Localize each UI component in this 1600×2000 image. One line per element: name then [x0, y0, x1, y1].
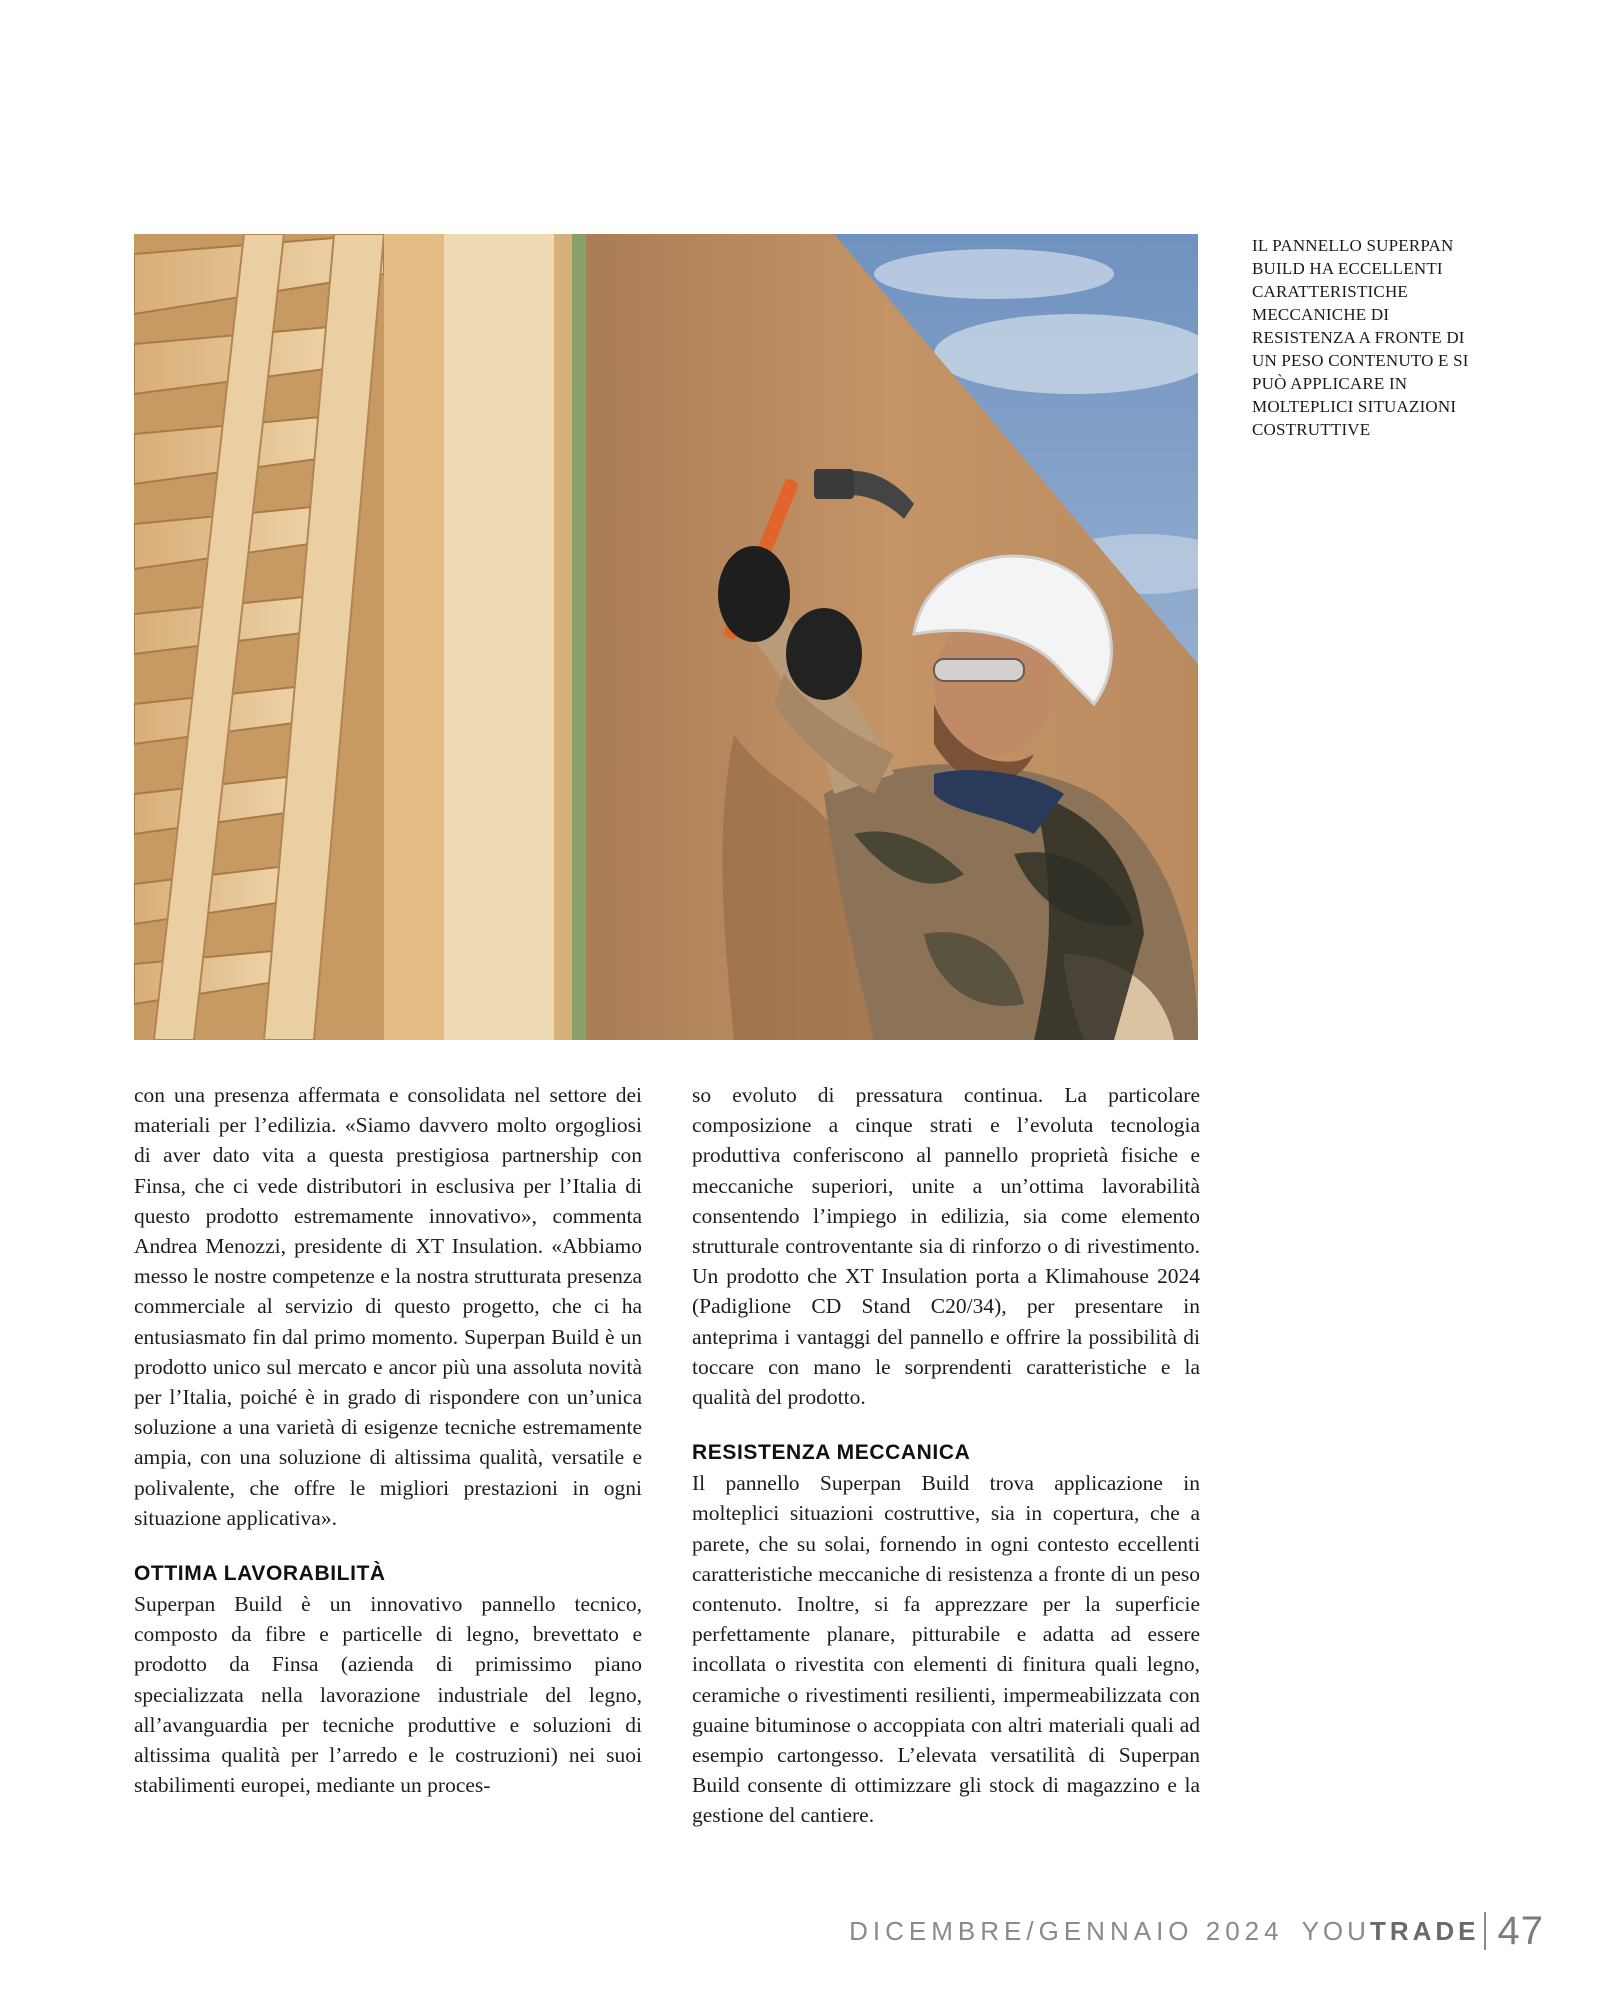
construction-worker-illustration [134, 234, 1198, 1040]
section-heading-lavorabilita: OTTIMA LAVORABILITÀ [134, 1562, 386, 1586]
left-body-paragraph: Superpan Build è un innovativo pannello tecnico, composto da fibre e particelle di legno, brevettato e prodotto da Finsa (azienda di primissimo piano specializzata nella lavorazione industriale del legno, all’avanguardia per tecniche produttive e soluzioni di altissima qualità per l’arredo e le costruzioni) nei suoi stabilimenti europei, mediante un proces- [134, 1592, 642, 1798]
right-body-paragraph: Il pannello Superpan Build trova applicazione in molteplici situazioni costruttive, sia in copertura, che a parete, che su solai, fornendo in ogni contesto eccellenti caratteristiche meccaniche di resistenza a fronte di un peso contenuto. Inoltre, si fa apprezzare per la superficie perfettamente planare, pitturabile e adatta ad essere incollata o rivestita con elementi di finitura quali legno, ceramiche o rivestimenti resilienti, impermeabilizzata con guaine bituminose o accoppiata con altri materiali quali ad esempio cartongesso. L’elevata versatilità di Superpan Build consente di ottimizzare gli stock di magazzino e la gestione del cantiere. [692, 1471, 1200, 1828]
article-column-left [134, 1080, 642, 1800]
brand-you: YOU [1301, 1915, 1370, 1946]
magazine-name [1302, 1916, 1480, 1947]
photo-caption: IL PANNELLO SUPERPAN BUILD HA ECCELLENTI CARATTERISTICHE MECCANICHE DI RESISTENZA A FRONTE DI UN PESO CONTENUTO E SI PUÒ APPLICARE IN MOLTEPLICI SITUAZIONI COSTRUTTIVE [1252, 236, 1469, 439]
page-number: 47 [1497, 1908, 1544, 1953]
footer-divider [1484, 1912, 1486, 1950]
issue-date: DICEMBRE/GENNAIO 2024 [849, 1915, 1284, 1946]
article-column-right [692, 1080, 1200, 1831]
section-heading-resistenza: RESISTENZA MECCANICA [692, 1441, 971, 1465]
article-photo [134, 234, 1198, 1040]
page-footer [849, 1906, 1544, 1956]
right-intro-paragraph: so evoluto di pressatura continua. La particolare composizione a cinque strati e l’evoluta tecnologia produttiva conferiscono al pannello proprietà fisiche e meccaniche superiori, unite a un’ottima lavorabilità consentendo l’impiego in edilizia, sia come elemento strutturale controventante sia di rinforzo o di rivestimento. Un prodotto che XT Insulation porta a Klimahouse 2024 (Padiglione CD Stand C20/34), per presentare in anteprima i vantaggi del pannello e offrire la possibilità di toccare con mano le sorprendenti caratteristiche e la qualità del prodotto. [692, 1083, 1200, 1410]
brand-trade: TRADE [1369, 1915, 1480, 1946]
left-intro-paragraph: con una presenza affermata e consolidata nel settore dei materiali per l’edilizia. «Siamo davvero molto orgogliosi di aver dato vita a questa prestigiosa partnership con Finsa, che ci vede distributori in esclusiva per l’Italia di questo prodotto estremamente innovativo», commenta Andrea Menozzi, presidente di XT Insulation. «Abbiamo messo le nostre competenze e la nostra strutturata presenza commerciale al servizio di questo progetto, che ci ha entusiasmato fin dal primo momento. Superpan Build è un prodotto unico sul mercato e ancor più una assoluta novità per l’Italia, poiché è in grado di rispondere con un’unica soluzione a una varietà di esigenze tecniche estremamente ampia, con una soluzione di altissima qualità, versatile e polivalente, che offre le migliori prestazioni in ogni situazione applicativa». [134, 1083, 642, 1530]
